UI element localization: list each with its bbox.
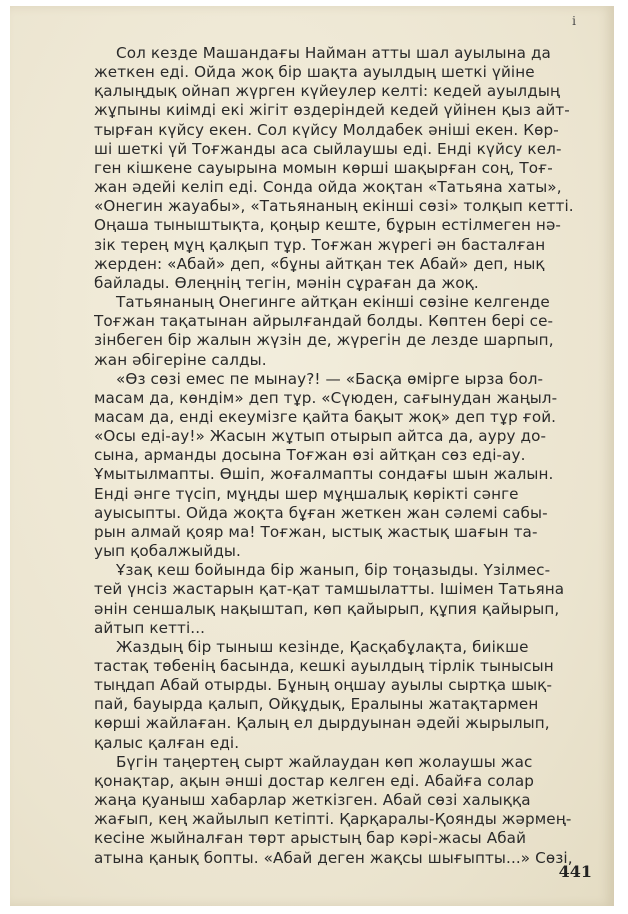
text-line: қалыс қалған еді. <box>94 733 240 752</box>
text-line: тырған күйсу екен. Сол күйсу Молдабек əніші екен. Көр- <box>94 120 559 139</box>
text-line: кесіне жыйналған төрт арыстың бар кəрі-жасы Абай <box>94 829 527 848</box>
text-line: тастақ төбенің басында, кешкі ауылдың тірлік тынысын <box>94 657 554 675</box>
text-line: жерден: «Абай» деп, «бұны айтқан тек Абай» деп, нық <box>94 254 545 273</box>
paragraph <box>94 638 594 753</box>
page-number: 441 <box>558 862 592 881</box>
text-line: айтып кетті... <box>94 618 206 637</box>
text-line: «Өз сөзі емес пе мынау?! — «Басқа өмірге ырза бол- <box>116 369 544 388</box>
header-mark: і <box>572 14 576 28</box>
text-line: тей үнсіз жастарын қат-қат тамшылатты. Ішімен Татьяна <box>94 580 565 599</box>
text-line: Жаздың бір тыныш кезінде, Қасқабұлақта, биікше <box>116 637 529 656</box>
text-line: жұпыны киімді екі жігіт өздеріндей кедей үйінен қыз айт- <box>94 101 570 120</box>
paragraph <box>94 561 594 638</box>
text-line: рын алмай қояр ма! Тоғжан, ыстық жастық шағын та- <box>94 522 538 541</box>
text-line: Енді əнге түсіп, мұңды шер мұңшалық көрікті сəнге <box>94 484 519 503</box>
text-line: пай, бауырда қалып, Ойқұдық, Ералыны жатақтармен <box>94 695 539 714</box>
text-line: жеткен еді. Ойда жоқ бір шақта ауылдың шеткі үйіне <box>94 63 535 82</box>
text-line: уып қобалжыйды. <box>94 542 241 561</box>
text-line: «Осы еді-ау!» Жасын жұтып отырып айтса да, ауру до- <box>94 427 547 446</box>
text-line: Татьянаның Онегинге айтқан екінші сөзіне келгенде <box>116 293 550 312</box>
text-line: байлады. Өлеңнің тегін, мəнін сұраған да жоқ. <box>94 273 479 292</box>
text-line: қонақтар, ақын əнші достар келген еді. Абайға солар <box>94 771 534 790</box>
text-line: жан əдейі келіп еді. Сонда ойда жоқтан «Татьяна хаты», <box>94 178 562 197</box>
text-line: жағып, кең жайылып кетіпті. Қарқаралы-Қоянды жəрмең- <box>94 810 572 829</box>
text-line: сына, арманды досына Тоғжан өзі айтқан сөз еді-ау. <box>94 446 526 465</box>
text-line: əнін сеншалық нақыштап, көп қайырып, құпия қайырып, <box>94 599 560 618</box>
paragraph <box>94 753 594 868</box>
text-line: Тоғжан тақатынан айрылғандай болды. Көптен бері се- <box>94 312 554 331</box>
body-text <box>94 44 594 868</box>
text-line: жан əбігеріне салды. <box>94 350 267 369</box>
text-line: масам да, енді екеумізге қайта бақыт жоқ» деп тұр ғой. <box>94 407 557 426</box>
paragraph <box>94 44 594 293</box>
text-line: Ұмытылмапты. Өшіп, жоғалмапты сондағы шын жалын. <box>94 465 554 484</box>
text-line: ген кішкене сауырына момын көрші шақырған соң, Тоғ- <box>94 158 553 177</box>
text-line: атына қанық бопты. «Абай деген жақсы шығыпты...» Сөзі, <box>94 848 573 867</box>
book-page <box>10 6 614 906</box>
text-line: тыңдап Абай отырды. Бұның оңшау ауылы сыртқа шық- <box>94 676 553 695</box>
text-line: қалыңдық ойнап жүрген күйеулер келті: кедей ауылдың <box>94 82 561 101</box>
text-line: масам да, көндім» деп тұр. «Сүюден, сағынудан жаңыл- <box>94 388 558 407</box>
text-line: зік терең мұң қалқып тұр. Тоғжан жүрегі əн басталған <box>94 235 546 254</box>
paragraph <box>94 370 594 562</box>
text-line: зінбеген бір жалын жүзін де, жүрегін де лезде шарпып, <box>94 331 554 350</box>
text-line: Ұзақ кеш бойында бір жанып, бір тоңазыды. Үзілмес- <box>116 561 551 580</box>
text-line: «Онегин жауабы», «Татьянаның екінші сөзі» толқып кетті. <box>94 197 574 216</box>
text-line: Сол кезде Машандағы Найман атты шал ауылына да <box>116 44 551 62</box>
text-line: Бүгін таңертең сырт жайлаудан көп жолаушы жас <box>116 752 533 771</box>
paragraph <box>94 293 594 370</box>
text-line: ші шеткі үй Тоғжанды аса сыйлаушы еді. Енді күйсу кел- <box>94 139 562 158</box>
text-line: ауысыпты. Ойда жоқта бұған жеткен жан сəлемі сабы- <box>94 503 548 522</box>
text-line: Оңаша тыныштықта, қоңыр кеште, бұрын естілмеген нə- <box>94 216 561 235</box>
text-line: жаңа қуаныш хабарлар жеткізген. Абай сөзі халыққа <box>94 791 531 810</box>
text-line: көрші жайлаған. Қалың ел дырдуынан əдейі жырылып, <box>94 714 550 733</box>
